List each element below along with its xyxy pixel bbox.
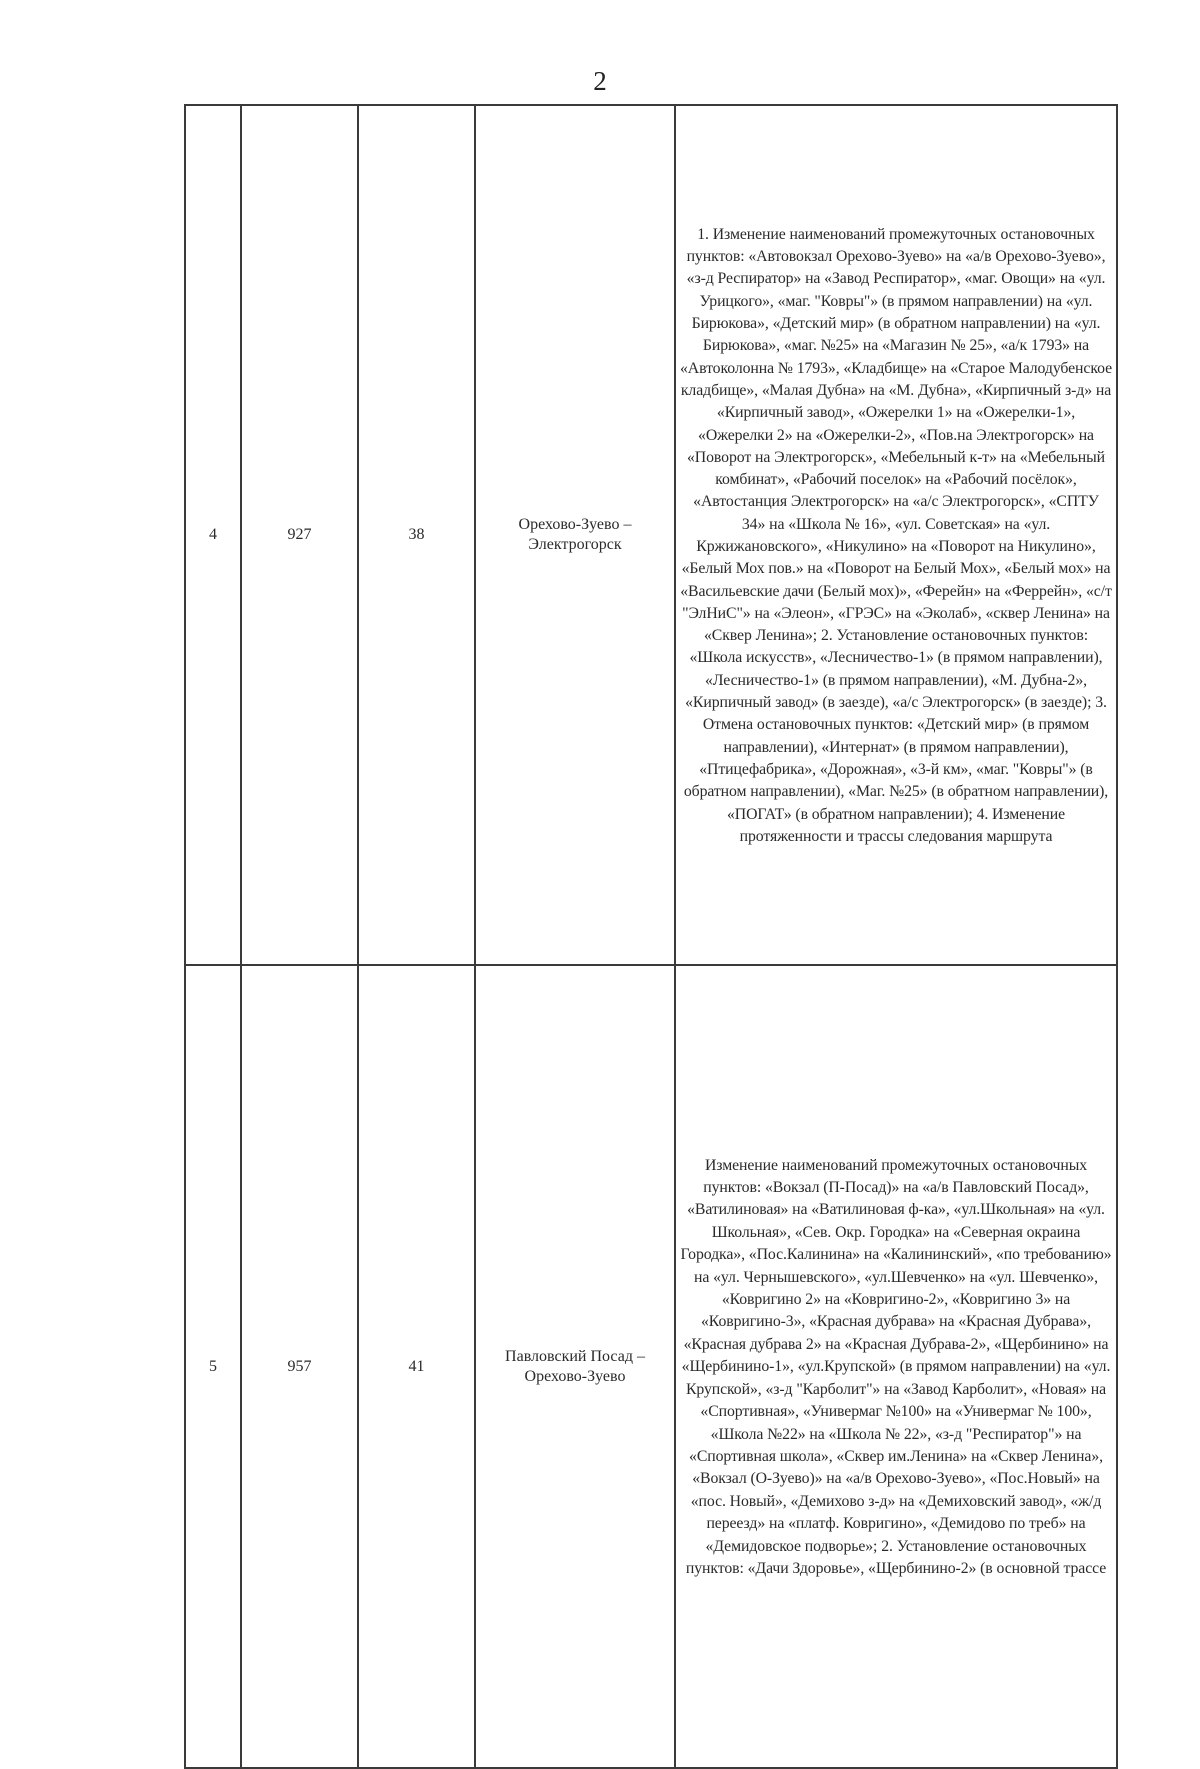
route-name-cell [475, 105, 675, 965]
route-number-cell: 38 [358, 105, 475, 965]
route-reg-number-cell: 957 [241, 965, 358, 1768]
route-name: Павловский Посад – Орехово-Зуево [505, 1347, 645, 1385]
route-changes-text: 1. Изменение наименований промежуточных остановочных пунктов: «Автовокзал Орехово-Зуево» на «а/в Орехово-Зуево», «з-д Респиратор» на «Завод Респиратор», «маг. Овощи» на «ул. Урицкого», «маг. "Ковры"» (в прямом направлении) на «ул. Бирюкова», «Детский мир» (в обратном направлении) на «ул. Бирюкова», «маг. №25» на «Магазин № 25», «а/к 1793» на «Автоколонна № 1793», «Кладбище» на «Старое Малодубенское кладбище», «Малая Дубна» на «М. Дубна», «Кирпичный з-д» на «Кирпичный завод», «Ожерелки 1» на «Ожерелки-1», «Ожерелки 2» на «Ожерелки-2», «Пов.на Электрогорск» на «Поворот на Электрогорск», «Мебельный к-т» на «Мебельный комбинат», «Рабочий поселок» на «Рабочий посёлок», «Автостанция Электрогорск» на «а/с Электрогорск», «СПТУ 34» на «Школа № 16», «ул. Советская» на «ул. Кржижановского», «Никулино» на «Поворот на Никулино», «Белый Мох пов.» на «Поворот на Белый Мох», «Белый мох» на «Васильевские дачи (Белый мох)», «Ферейн» на «Феррейн», «с/т "ЭлНиС"» на «Элеон», «ГРЭС» на «Эколаб», «сквер Ленина» на «Сквер Ленина»; 2. Установление остановочных пунктов: «Школа искусств», «Лесничество-1» (в прямом направлении), «Лесничество-1» (в прямом направлении), «М. Дубна-2», «Кирпичный завод» (в заезде), «а/с Электрогорск» (в заезде); 3. Отмена остановочных пунктов: «Детский мир» (в прямом направлении), «Интернат» (в прямом направлении), «Птицефабрика», «Дорожная», «3-й км», «маг. "Ковры"» (в обратном направлении), «Маг. №25» (в обратном направлении), «ПОГАТ» (в обратном направлении); 4. Изменение протяженности и трассы следования маршрута [680, 225, 1113, 845]
route-changes-text: Изменение наименований промежуточных остановочных пунктов: «Вокзал (П-Посад)» на «а/в Павловский Посад», «Ватилиновая» на «Ватилиновая ф-ка», «ул.Школьная» на «ул. Школьная», «Сев. Окр. Городка» на «Северная окраина Городка», «Пос.Калинина» на «Калининский», «по требованию» на «ул. Чернышевского», «ул.Шевченко» на «ул. Шевченко», «Ковригино 2» на «Ковригино-2», «Ковригино 3» на «Ковригино-3», «Красная дубрава» на «Красная Дубрава», «Красная дубрава 2» на «Красная Дубрава-2», «Щербинино» на «Щербинино-1», «ул.Крупской» (в прямом направлении) на «ул. Крупской», «з-д "Карболит"» на «Завод Карболит», «Новая» на «Спортивная», «Универмаг №100» на «Универмаг № 100», «Школа №22» на «Школа № 22», «з-д "Респиратор"» на «Спортивная школа», «Сквер им.Ленина» на «Сквер Ленина», «Вокзал (О-Зуево)» на «а/в Орехово-Зуево», «Пос.Новый» на «пос. Новый», «Демихово з-д» на «Демиховский завод», «ж/д переезд» на «платф. Ковригино», «Демидово по треб» на «Демидовское подворье»; 2. Установление остановочных пунктов: «Дачи Здоровье», «Щербинино-2» (в основной трассе [680, 1156, 1112, 1577]
route-number-cell: 41 [358, 965, 475, 1768]
routes-table [184, 104, 1118, 1769]
route-name-cell [475, 965, 675, 1768]
route-reg-number-cell: 927 [241, 105, 358, 965]
route-changes-cell [675, 105, 1117, 965]
route-changes-cell [675, 965, 1117, 1768]
route-name: Орехово-Зуево – Электрогорск [518, 516, 632, 553]
table-row [185, 965, 1117, 1768]
page-number: 2 [593, 66, 607, 96]
table-row [185, 105, 1117, 965]
row-number-cell: 5 [185, 965, 241, 1768]
row-number-cell: 4 [185, 105, 241, 965]
